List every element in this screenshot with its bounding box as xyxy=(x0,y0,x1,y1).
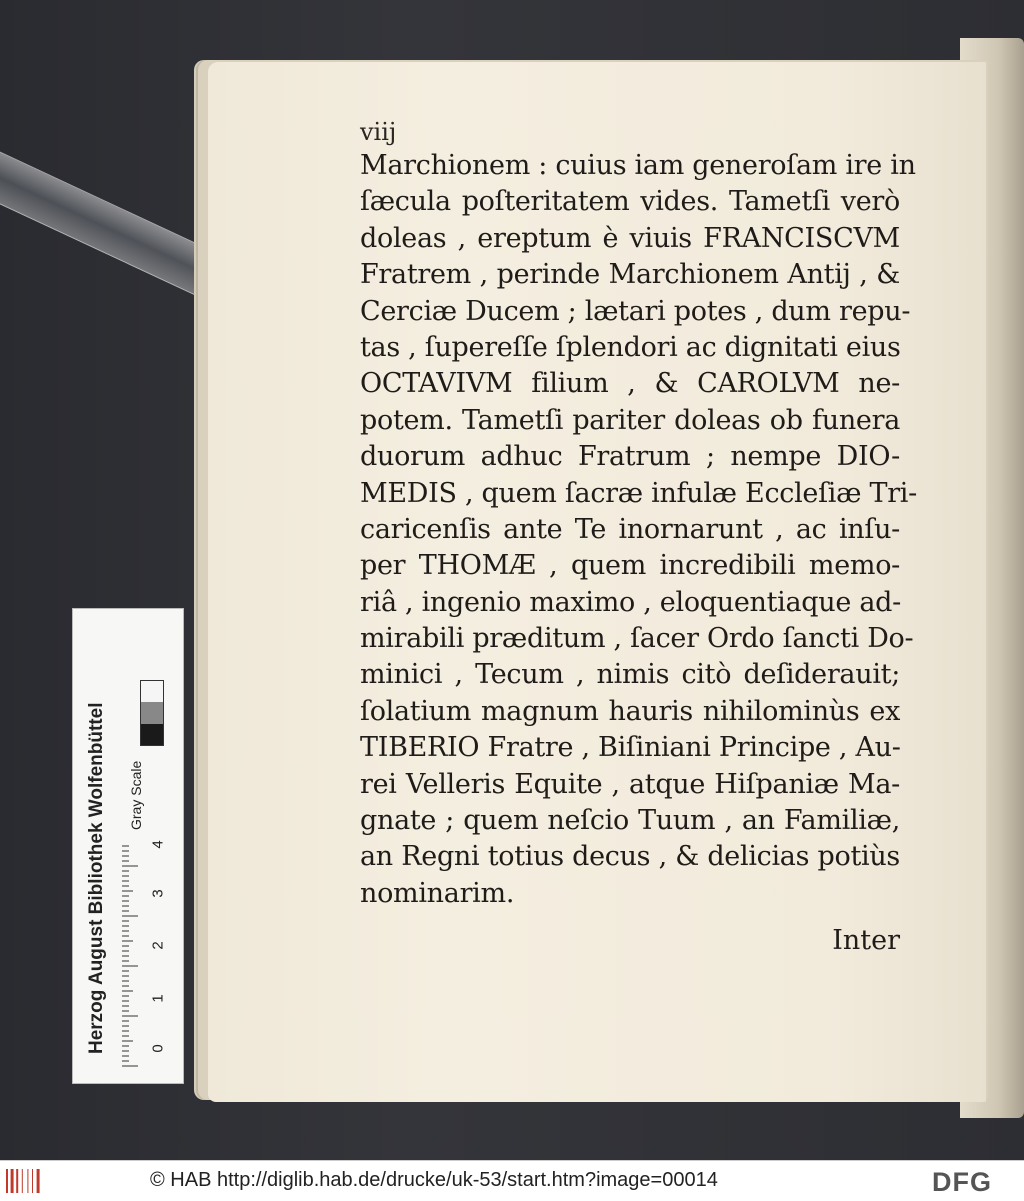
ruler-number: 0 xyxy=(149,1044,167,1053)
text-line: mirabili præditum , ſacer Ordo ſancti Do- xyxy=(360,623,914,655)
text-line: duorum adhuc Fratrum ; nempe DIO- xyxy=(360,441,900,473)
barcode-bar xyxy=(16,1169,18,1193)
ruler-number: 4 xyxy=(149,840,167,849)
barcode-bar xyxy=(22,1169,23,1193)
barcode-bar xyxy=(6,1169,8,1193)
gray-swatch-white xyxy=(141,681,163,702)
page-text xyxy=(360,148,917,912)
catchword: Inter xyxy=(832,925,900,956)
text-line: Marchionem : cuius iam generoſam ire in xyxy=(360,150,916,181)
text-line: potem. Tametſi pariter doleas ob funera xyxy=(360,404,900,436)
text-line: Cerciæ Ducem ; lætari potes , dum repu- xyxy=(360,295,911,327)
text-line: minici , Tecum , nimis citò deſiderauit; xyxy=(360,659,900,691)
text-line: MEDIS , quem ſacræ infulæ Eccleſiæ Tri- xyxy=(360,477,917,509)
text-line: per THOMÆ , quem incredibili memo- xyxy=(360,550,900,582)
footer-bar xyxy=(0,1160,1024,1201)
gray-swatch-mid xyxy=(141,702,163,723)
text-line: doleas , ereptum è viuis FRANCISCVM xyxy=(360,222,900,254)
ruler-ticks xyxy=(118,836,148,1072)
barcode-bar xyxy=(11,1169,14,1193)
text-line: gnate ; quem neſcio Tuum , an Familiæ, xyxy=(360,805,900,837)
text-line: Fratrem , perinde Marchionem Antij , & xyxy=(360,259,900,291)
text-line: nominarim. xyxy=(360,877,515,909)
gray-swatches xyxy=(140,680,164,746)
text-line: an Regni totius decus , & delicias potiùs xyxy=(360,841,900,873)
text-line: TIBERIO Fratre , Biſiniani Principe , Au- xyxy=(360,732,901,764)
ruler-number: 2 xyxy=(149,941,167,950)
text-line: riâ , ingenio maximo , eloquentiaque ad- xyxy=(360,586,901,618)
barcode-bar xyxy=(27,1169,28,1193)
dfg-logo: DFG xyxy=(932,1167,992,1197)
footer-copyright-link[interactable]: © HAB http://diglib.hab.de/drucke/uk-53/start.htm?image=00014 xyxy=(150,1169,718,1191)
ruler-number: 3 xyxy=(149,889,167,898)
page-folio: viij xyxy=(360,118,397,146)
text-line: ſolatium magnum hauris nihilominùs ex xyxy=(360,695,900,727)
text-line: tas , ſupereſſe ſplendori ac dignitati eius xyxy=(360,331,901,363)
text-line: caricenſis ante Te inornarunt , ac inſu- xyxy=(360,513,900,545)
barcode-bar xyxy=(32,1169,33,1193)
text-line: OCTAVIVM filium , & CAROLVM ne- xyxy=(360,368,900,400)
text-line: ſæcula poſteritatem vides. Tametſi verò xyxy=(360,186,900,218)
gray-swatch-black xyxy=(141,724,163,745)
text-line: rei Velleris Equite , atque Hiſpaniæ Ma- xyxy=(360,768,900,800)
ruler-number: 1 xyxy=(149,994,167,1003)
barcode-icon xyxy=(6,1169,46,1193)
barcode-bar xyxy=(37,1169,40,1193)
